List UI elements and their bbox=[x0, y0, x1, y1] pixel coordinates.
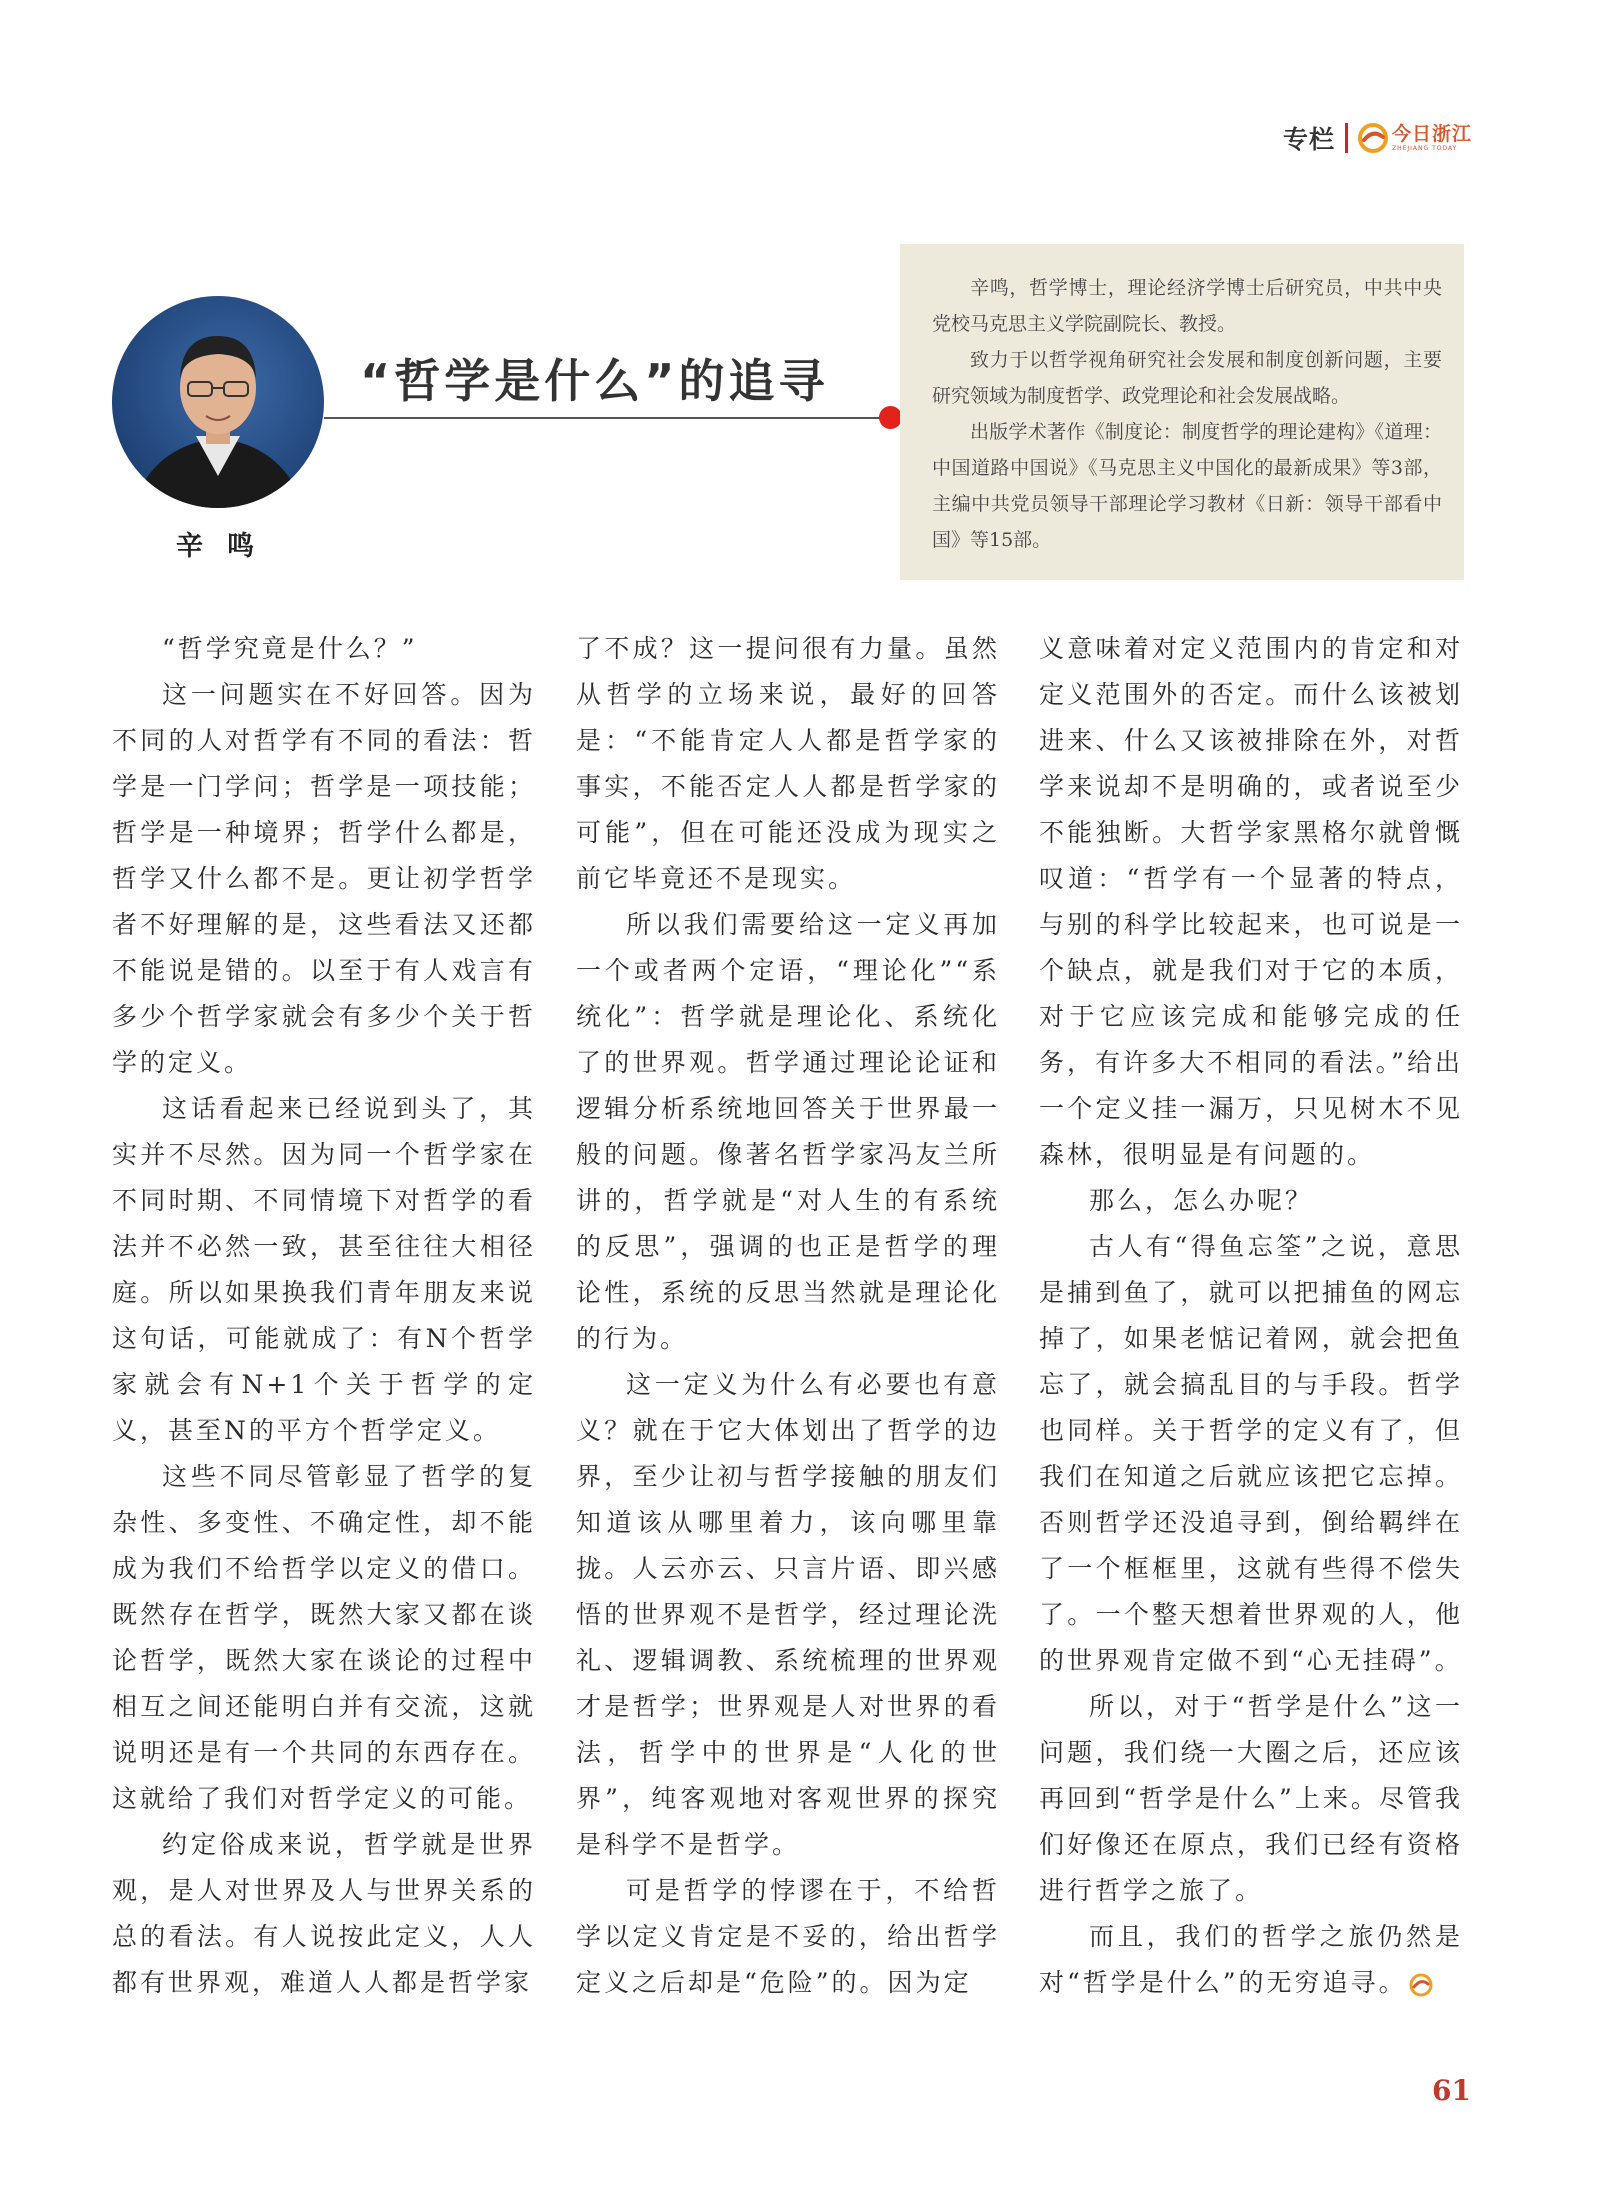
brand-name: 今日浙江 bbox=[1391, 122, 1472, 145]
header-divider bbox=[1345, 123, 1348, 153]
author-bio bbox=[900, 244, 1464, 580]
body-paragraph: 约定俗成来说，哲学就是世界观，是人对世界及人与世界关系的总的看法。有人说按此定义，人人都有世界观，难道人人都是哲学家 bbox=[112, 1830, 536, 1997]
bio-paragraph: 辛鸣，哲学博士，理论经济学博士后研究员，中共中央党校马克思主义学院副院长、教授。 bbox=[932, 277, 1442, 335]
body-paragraph: 那么，怎么办呢？ bbox=[1089, 1186, 1314, 1215]
body-column-1 bbox=[112, 626, 536, 2006]
body-paragraph: 这话看起来已经说到头了，其实并不尽然。因为同一个哲学家在不同时期、不同情境下对哲学的看法并不必然一致，甚至往往大相径庭。所以如果换我们青年朋友来说这句话，可能就成了：有N个哲学家就会有N+1个关于哲学的定义，甚至N的平方个哲学定义。 bbox=[112, 1094, 536, 1445]
brand-name-en: ZHEJIANG TODAY bbox=[1391, 144, 1458, 152]
body-paragraph: 所以，对于“哲学是什么”这一问题，我们绕一大圈之后，还应该再回到“哲学是什么”上来。尽管我们好像还在原点，我们已经有资格进行哲学之旅了。 bbox=[1039, 1692, 1463, 1905]
body-paragraph-final bbox=[1039, 1914, 1463, 2006]
body-paragraph: “哲学究竟是什么？” bbox=[162, 634, 418, 663]
bio-paragraph: 致力于以哲学视角研究社会发展和制度创新问题，主要研究领域为制度哲学、政党理论和社会发展战略。 bbox=[932, 349, 1442, 407]
body-paragraph: 可是哲学的悖谬在于，不给哲学以定义肯定是不妥的，给出哲学定义之后却是“危险”的。因为定 bbox=[576, 1876, 1000, 1997]
body-paragraph: 义意味着对定义范围内的肯定和对定义范围外的否定。而什么该被划进来、什么又该被排除在外，对哲学来说却不是明确的，或者说至少不能独断。大哲学家黑格尔就曾慨叹道：“哲学有一个显著的特点，与别的科学比较起来，也可说是一个缺点，就是我们对于它的本质，对于它应该完成和能够完成的任务，有许多大不相同的看法。”给出一个定义挂一漏万，只见树木不见森林，很明显是有问题的。 bbox=[1039, 634, 1463, 1169]
final-sentence: 而且，我们的哲学之旅仍然是对“哲学是什么”的无穷追寻。 bbox=[1039, 1922, 1463, 1997]
page-header bbox=[1283, 120, 1472, 156]
author-name: 辛鸣 bbox=[176, 531, 278, 562]
body-paragraph: 古人有“得鱼忘筌”之说，意思是捕到鱼了，就可以把捕鱼的网忘掉了，如果老惦记着网，就会把鱼忘了，就会搞乱目的与手段。哲学也同样。关于哲学的定义有了，但我们在知道之后就应该把它忘掉。否则哲学还没追寻到，倒给羁绊在了一个框框里，这就有些得不偿失了。一个整天想着世界观的人，他的世界观肯定做不到“心无挂碍”。 bbox=[1039, 1232, 1463, 1675]
body-paragraph: 了不成？这一提问很有力量。虽然从哲学的立场来说，最好的回答是：“不能肯定人人都是哲学家的事实，不能否定人人都是哲学家的可能”，但在可能还没成为现实之前它毕竟还不是现实。 bbox=[576, 634, 1000, 893]
author-photo-illustration bbox=[112, 296, 324, 508]
brand-logo-icon bbox=[1358, 123, 1388, 153]
body-paragraph: 这些不同尽管彰显了哲学的复杂性、多变性、不确定性，却不能成为我们不给哲学以定义的借口。既然存在哲学，既然大家又都在谈论哲学，既然大家在谈论的过程中相互之间还能明白并有交流，这就说明还是有一个共同的东西存在。这就给了我们对哲学定义的可能。 bbox=[112, 1462, 536, 1813]
section-label: 专栏 bbox=[1282, 125, 1335, 154]
page-number: 61 bbox=[1432, 2074, 1471, 2107]
bio-paragraph: 出版学术著作《制度论：制度哲学的理论建构》《道理：中国道路中国说》《马克思主义中国化的最新成果》等3部，主编中共党员领导干部理论学习教材《日新：领导干部看中国》等15部。 bbox=[932, 421, 1442, 551]
body-paragraph: 所以我们需要给这一定义再加一个或者两个定语，“理论化”“系统化”：哲学就是理论化、系统化了的世界观。哲学通过理论论证和逻辑分析系统地回答关于世界最一般的问题。像著名哲学家冯友兰所讲的，哲学就是“对人生的有系统的反思”，强调的也正是哲学的理论性，系统的反思当然就是理论化的行为。 bbox=[576, 910, 1000, 1353]
title-dot bbox=[879, 406, 902, 429]
brand-logo bbox=[1358, 123, 1472, 153]
article-title: “哲学是什么”的追寻 bbox=[360, 354, 829, 408]
body-column-3 bbox=[1039, 626, 1463, 2006]
body-column-2 bbox=[576, 626, 1000, 2006]
title-divider bbox=[324, 417, 884, 419]
body-paragraph: 这一定义为什么有必要也有意义？就在于它大体划出了哲学的边界，至少让初与哲学接触的朋友们知道该从哪里着力，该向哪里靠拢。人云亦云、只言片语、即兴感悟的世界观不是哲学，经过理论洗礼、逻辑调教、系统梳理的世界观才是哲学；世界观是人对世界的看法，哲学中的世界是“人化的世界”，纯客观地对客观世界的探究是科学不是哲学。 bbox=[576, 1370, 1000, 1859]
body-paragraph: 这一问题实在不好回答。因为不同的人对哲学有不同的看法：哲学是一门学问；哲学是一项技能；哲学是一种境界；哲学什么都是，哲学又什么都不是。更让初学哲学者不好理解的是，这些看法又还都不能说是错的。以至于有人戏言有多少个哲学家就会有多少个关于哲学的定义。 bbox=[112, 680, 536, 1077]
author-photo bbox=[112, 296, 324, 508]
end-mark-icon bbox=[1409, 1973, 1433, 1997]
